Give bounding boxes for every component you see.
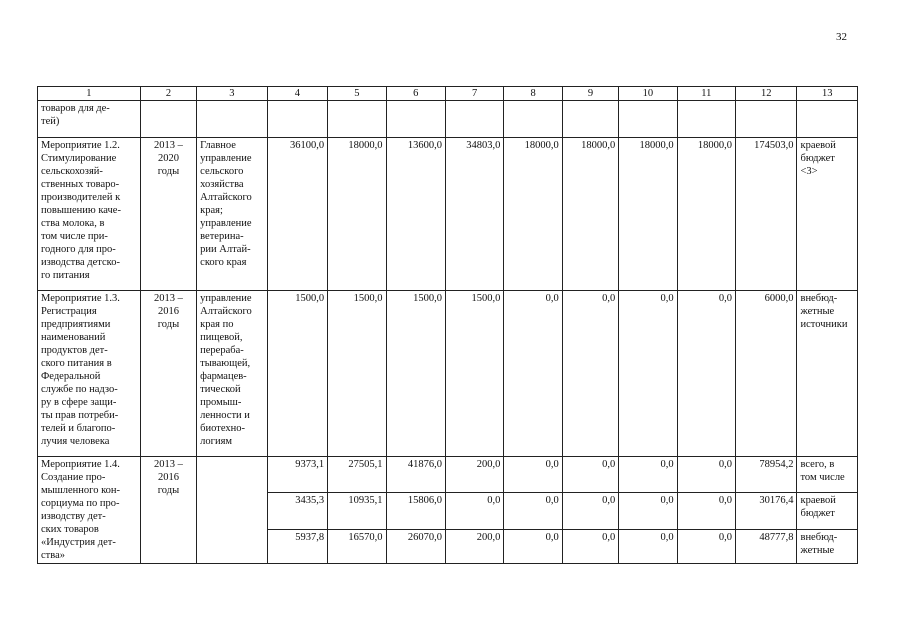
funding-source: всего, в том числе (797, 457, 858, 493)
header-cell: 2 (140, 87, 196, 101)
header-cell: 11 (677, 87, 735, 101)
empty-cell (267, 101, 327, 138)
value-cell: 0,0 (504, 457, 562, 493)
value-cell: 18000,0 (677, 138, 735, 291)
value-cell: 0,0 (619, 529, 677, 563)
value-cell: 16570,0 (328, 529, 386, 563)
empty-cell (736, 101, 797, 138)
header-cell: 6 (386, 87, 445, 101)
program-table (37, 86, 858, 564)
value-cell: 18000,0 (619, 138, 677, 291)
table-row-activity-1-4-total (38, 457, 858, 493)
value-cell: 0,0 (562, 493, 618, 529)
value-total-cell: 78954,2 (736, 457, 797, 493)
value-cell: 36100,0 (267, 138, 327, 291)
value-cell: 34803,0 (445, 138, 503, 291)
value-cell: 10935,1 (328, 493, 386, 529)
empty-cell (504, 101, 562, 138)
activity-name: Мероприятие 1.2. Стимулирование сельскохозяй- ственных товаро- производителей к повышению каче- ства молока, в том числе при- годного для про- изводства детско- го питания (38, 138, 141, 291)
empty-cell (797, 101, 858, 138)
value-cell: 13600,0 (386, 138, 445, 291)
empty-cell (140, 101, 196, 138)
table-row-continuation (38, 101, 858, 138)
activity-executor: управление Алтайского края по пищевой, перераба- тывающей, фармацев- тической промыш- ленности и биотехно- логиям (197, 291, 268, 457)
value-total-cell: 48777,8 (736, 529, 797, 563)
value-cell: 200,0 (445, 529, 503, 563)
funding-source: внебюд- жетные (797, 529, 858, 563)
empty-cell (445, 101, 503, 138)
header-cell: 10 (619, 87, 677, 101)
value-cell: 26070,0 (386, 529, 445, 563)
value-cell: 27505,1 (328, 457, 386, 493)
value-cell: 0,0 (504, 291, 562, 457)
activity-name: Мероприятие 1.3. Регистрация предприятиями наименований продуктов дет- ского питания в Федеральной службе по надзо- ру в сфере защи- ты прав потреби- телей и благопо- лучия человека (38, 291, 141, 457)
value-total-cell: 174503,0 (736, 138, 797, 291)
value-cell: 0,0 (504, 529, 562, 563)
value-cell: 0,0 (562, 291, 618, 457)
value-cell: 18000,0 (562, 138, 618, 291)
header-cell: 4 (267, 87, 327, 101)
header-cell: 12 (736, 87, 797, 101)
header-cell: 8 (504, 87, 562, 101)
value-cell: 0,0 (445, 493, 503, 529)
value-cell: 0,0 (677, 529, 735, 563)
header-cell: 3 (197, 87, 268, 101)
activity-name: Мероприятие 1.4. Создание про- мышленного кон- сорциума по про- изводству дет- ских товаров «Индустрия дет- ства» (38, 457, 141, 564)
empty-cell (619, 101, 677, 138)
value-cell: 15806,0 (386, 493, 445, 529)
table-row-activity-1-3 (38, 291, 858, 457)
value-cell: 0,0 (677, 493, 735, 529)
value-cell: 1500,0 (445, 291, 503, 457)
value-cell: 3435,3 (267, 493, 327, 529)
value-cell: 0,0 (677, 457, 735, 493)
page-number: 32 (836, 31, 847, 43)
value-cell: 1500,0 (267, 291, 327, 457)
value-cell: 0,0 (562, 529, 618, 563)
header-cell: 13 (797, 87, 858, 101)
empty-cell (677, 101, 735, 138)
value-cell: 0,0 (504, 493, 562, 529)
value-cell: 0,0 (562, 457, 618, 493)
table-row-activity-1-2 (38, 138, 858, 291)
value-cell: 5937,8 (267, 529, 327, 563)
header-cell: 5 (328, 87, 386, 101)
header-cell: 7 (445, 87, 503, 101)
header-row (38, 87, 858, 101)
funding-source: краевой бюджет (797, 493, 858, 529)
value-cell: 1500,0 (328, 291, 386, 457)
activity-period: 2013 – 2016 годы (140, 457, 196, 564)
value-cell: 0,0 (619, 291, 677, 457)
value-cell: 0,0 (619, 457, 677, 493)
empty-cell (328, 101, 386, 138)
funding-source: внебюд- жетные источники (797, 291, 858, 457)
value-cell: 1500,0 (386, 291, 445, 457)
empty-cell (197, 101, 268, 138)
value-total-cell: 6000,0 (736, 291, 797, 457)
value-cell: 18000,0 (504, 138, 562, 291)
activity-executor: Главное управление сельского хозяйства Алтайского края; управление ветерина- рии Алтай- ского края (197, 138, 268, 291)
value-cell: 9373,1 (267, 457, 327, 493)
activity-executor (197, 457, 268, 564)
value-cell: 0,0 (619, 493, 677, 529)
header-cell: 1 (38, 87, 141, 101)
header-cell: 9 (562, 87, 618, 101)
empty-cell (562, 101, 618, 138)
empty-cell (386, 101, 445, 138)
activity-period: 2013 – 2020 годы (140, 138, 196, 291)
activity-period: 2013 – 2016 годы (140, 291, 196, 457)
value-cell: 200,0 (445, 457, 503, 493)
funding-source: краевой бюджет <3> (797, 138, 858, 291)
value-total-cell: 30176,4 (736, 493, 797, 529)
value-cell: 41876,0 (386, 457, 445, 493)
value-cell: 0,0 (677, 291, 735, 457)
activity-name: товаров для де- тей) (38, 101, 141, 138)
value-cell: 18000,0 (328, 138, 386, 291)
